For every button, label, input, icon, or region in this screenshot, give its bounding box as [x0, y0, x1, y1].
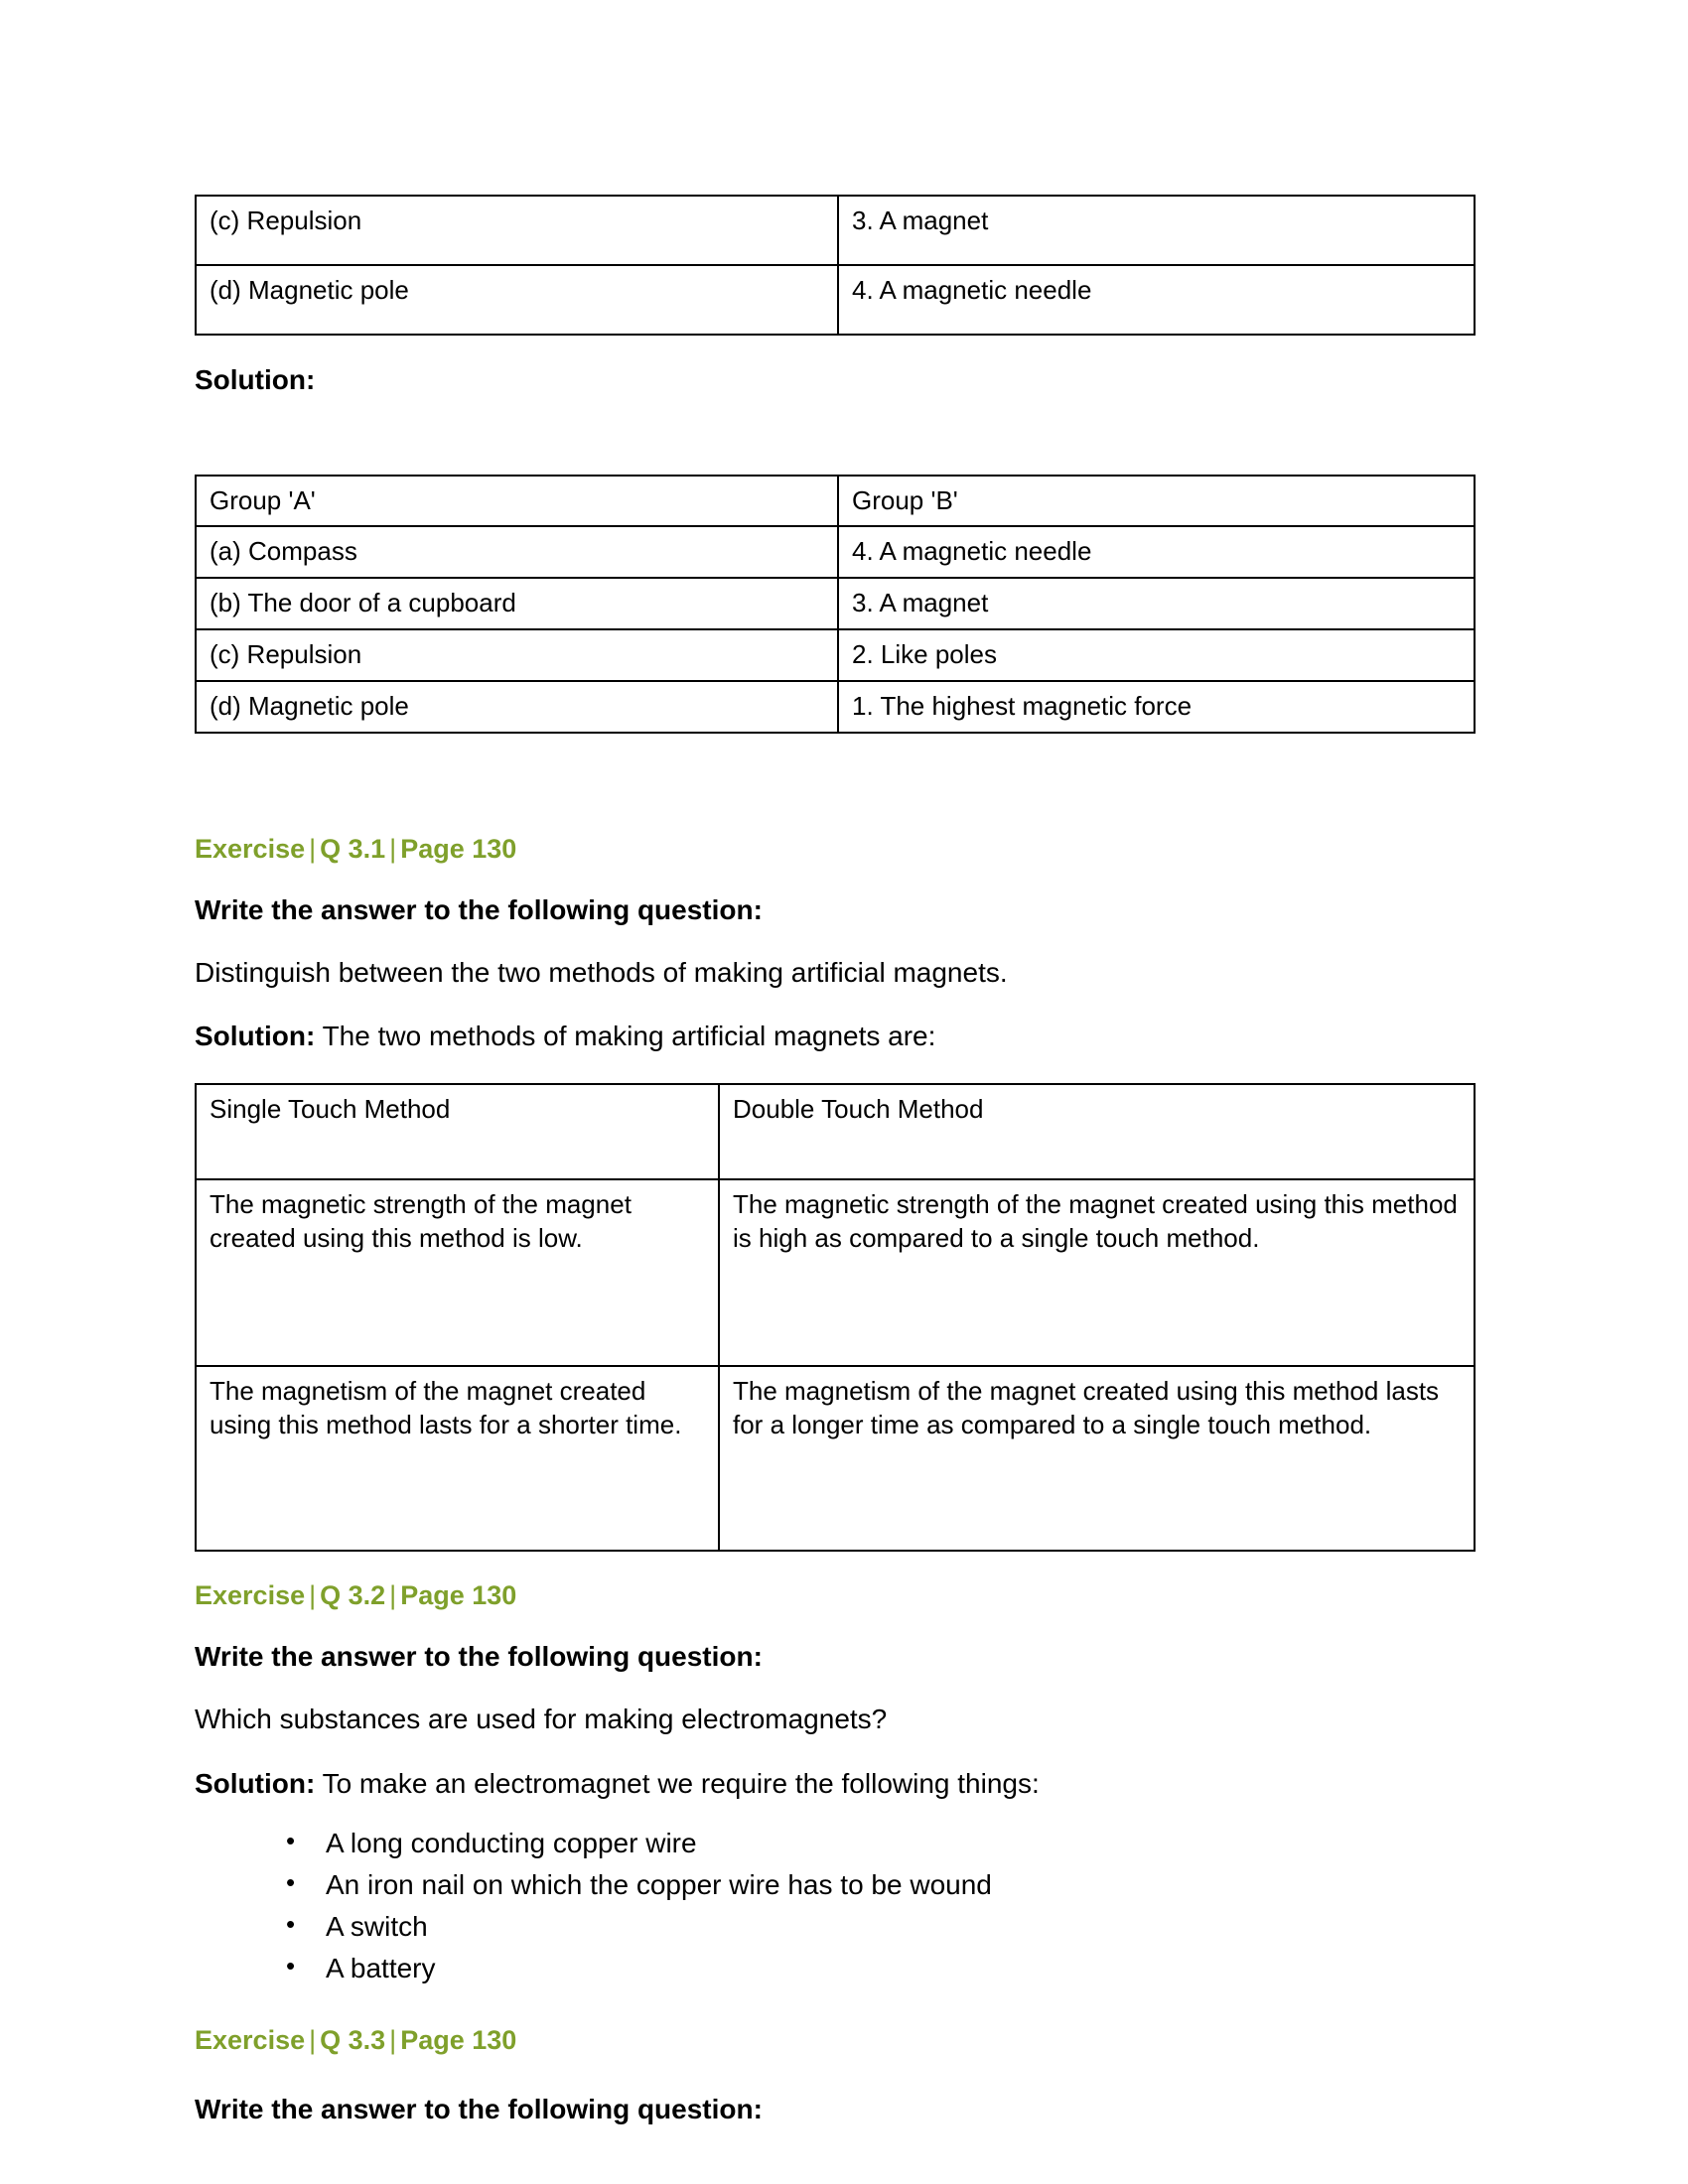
- table-cell-right: The magnetism of the magnet created using this method lasts for a longer time as compared to a single touch method.: [719, 1366, 1475, 1551]
- spacer: [195, 1802, 1476, 1830]
- table-row: [196, 629, 1475, 681]
- table-cell-left: The magnetic strength of the magnet created using this method is low.: [196, 1179, 719, 1366]
- page-label: Page 130: [400, 833, 517, 864]
- table-row: [196, 196, 1475, 265]
- solution-line-q32: [195, 1766, 1476, 1802]
- list-item: • An iron nail on which the copper wire has to be wound: [286, 1871, 1476, 1899]
- spacer: [195, 1996, 1476, 2024]
- table-cell-left: (a) Compass: [196, 526, 838, 578]
- table-cell-left: (d) Magnetic pole: [196, 681, 838, 733]
- exercise-label: Exercise: [195, 1579, 306, 1610]
- table-cell-right: 4. A magnetic needle: [838, 265, 1475, 335]
- spacer: [195, 865, 1476, 892]
- spacer: [195, 991, 1476, 1019]
- column-header-group-b: Group 'B': [838, 476, 1475, 527]
- table-row: [196, 265, 1475, 335]
- page-label: Page 130: [400, 1579, 517, 1610]
- table-cell-left: (b) The door of a cupboard: [196, 578, 838, 629]
- column-header-double-touch: Double Touch Method: [719, 1084, 1475, 1179]
- spacer: [195, 1674, 1476, 1702]
- table-cell-right: 3. A magnet: [838, 196, 1475, 265]
- question-id: Q 3.2: [320, 1579, 386, 1610]
- list-item: • A switch: [286, 1913, 1476, 1941]
- solution-prefix: Solution:: [195, 1767, 316, 1799]
- question-text-q31: Distinguish between the two methods of making artificial magnets.: [195, 956, 1008, 988]
- table-row: [196, 681, 1475, 733]
- table-cell-right: 1. The highest magnetic force: [838, 681, 1475, 733]
- spacer: [195, 1738, 1476, 1766]
- table-cell-left: (c) Repulsion: [196, 196, 838, 265]
- table-cell-left: (d) Magnetic pole: [196, 265, 838, 335]
- exercise-label: Exercise: [195, 833, 306, 864]
- question-text-q32: Which substances are used for making electromagnets?: [195, 1704, 888, 1735]
- spacer: [195, 397, 1476, 475]
- instruction-q32: Write the answer to the following question:: [195, 1641, 763, 1673]
- spacer: [195, 734, 1476, 833]
- table-row: [196, 1366, 1475, 1551]
- instruction-q33: Write the answer to the following question:: [195, 2094, 763, 2125]
- table-cell-right: 3. A magnet: [838, 578, 1475, 629]
- column-header-group-a: Group 'A': [196, 476, 838, 527]
- table-row: [196, 578, 1475, 629]
- exercise-label: Exercise: [195, 2024, 306, 2055]
- table-row: [196, 1179, 1475, 1366]
- table-cell-right: 4. A magnetic needle: [838, 526, 1475, 578]
- spacer: [195, 927, 1476, 955]
- exercise-heading-q31[interactable]: [195, 833, 1476, 865]
- separator: |: [389, 2024, 397, 2055]
- table-cell-left: The magnetism of the magnet created using this method lasts for a shorter time.: [196, 1366, 719, 1551]
- spacer: [195, 1611, 1476, 1639]
- separator: |: [309, 1579, 317, 1610]
- list-item: • A long conducting copper wire: [286, 1830, 1476, 1857]
- page-label: Page 130: [400, 2024, 517, 2055]
- question-id: Q 3.3: [320, 2024, 386, 2055]
- column-header-single-touch: Single Touch Method: [196, 1084, 719, 1179]
- solution-prefix: Solution:: [195, 1021, 316, 1052]
- separator: |: [389, 833, 397, 864]
- table-header-row: [196, 1084, 1475, 1179]
- electromagnet-requirements-list: [195, 1827, 1476, 1983]
- solution-label: Solution:: [195, 364, 316, 395]
- match-pairs-continued-table: [195, 195, 1476, 336]
- solution-text: To make an electromagnet we require the following things:: [322, 1767, 1040, 1799]
- solution-text: The two methods of making artificial magnets are:: [322, 1021, 936, 1052]
- group-a-b-table: [195, 475, 1476, 734]
- spacer: [195, 1552, 1476, 1579]
- instruction-q31: Write the answer to the following question:: [195, 893, 763, 925]
- table-cell-right: 2. Like poles: [838, 629, 1475, 681]
- list-item: • A battery: [286, 1955, 1476, 1982]
- spacer: [195, 336, 1476, 363]
- document-content: [195, 195, 1476, 2126]
- spacer: [195, 1055, 1476, 1083]
- table-cell-left: (c) Repulsion: [196, 629, 838, 681]
- table-row: [196, 526, 1475, 578]
- question-id: Q 3.1: [320, 833, 386, 864]
- separator: |: [309, 2024, 317, 2055]
- separator: |: [309, 833, 317, 864]
- exercise-heading-q33[interactable]: [195, 2024, 1476, 2056]
- separator: |: [389, 1579, 397, 1610]
- exercise-heading-q32[interactable]: [195, 1579, 1476, 1611]
- touch-method-comparison-table: [195, 1083, 1476, 1552]
- spacer: [195, 2056, 1476, 2092]
- table-cell-right: The magnetic strength of the magnet created using this method is high as compared to a single touch method.: [719, 1179, 1475, 1366]
- solution-line-q31: [195, 1019, 1476, 1054]
- table-header-row: [196, 476, 1475, 527]
